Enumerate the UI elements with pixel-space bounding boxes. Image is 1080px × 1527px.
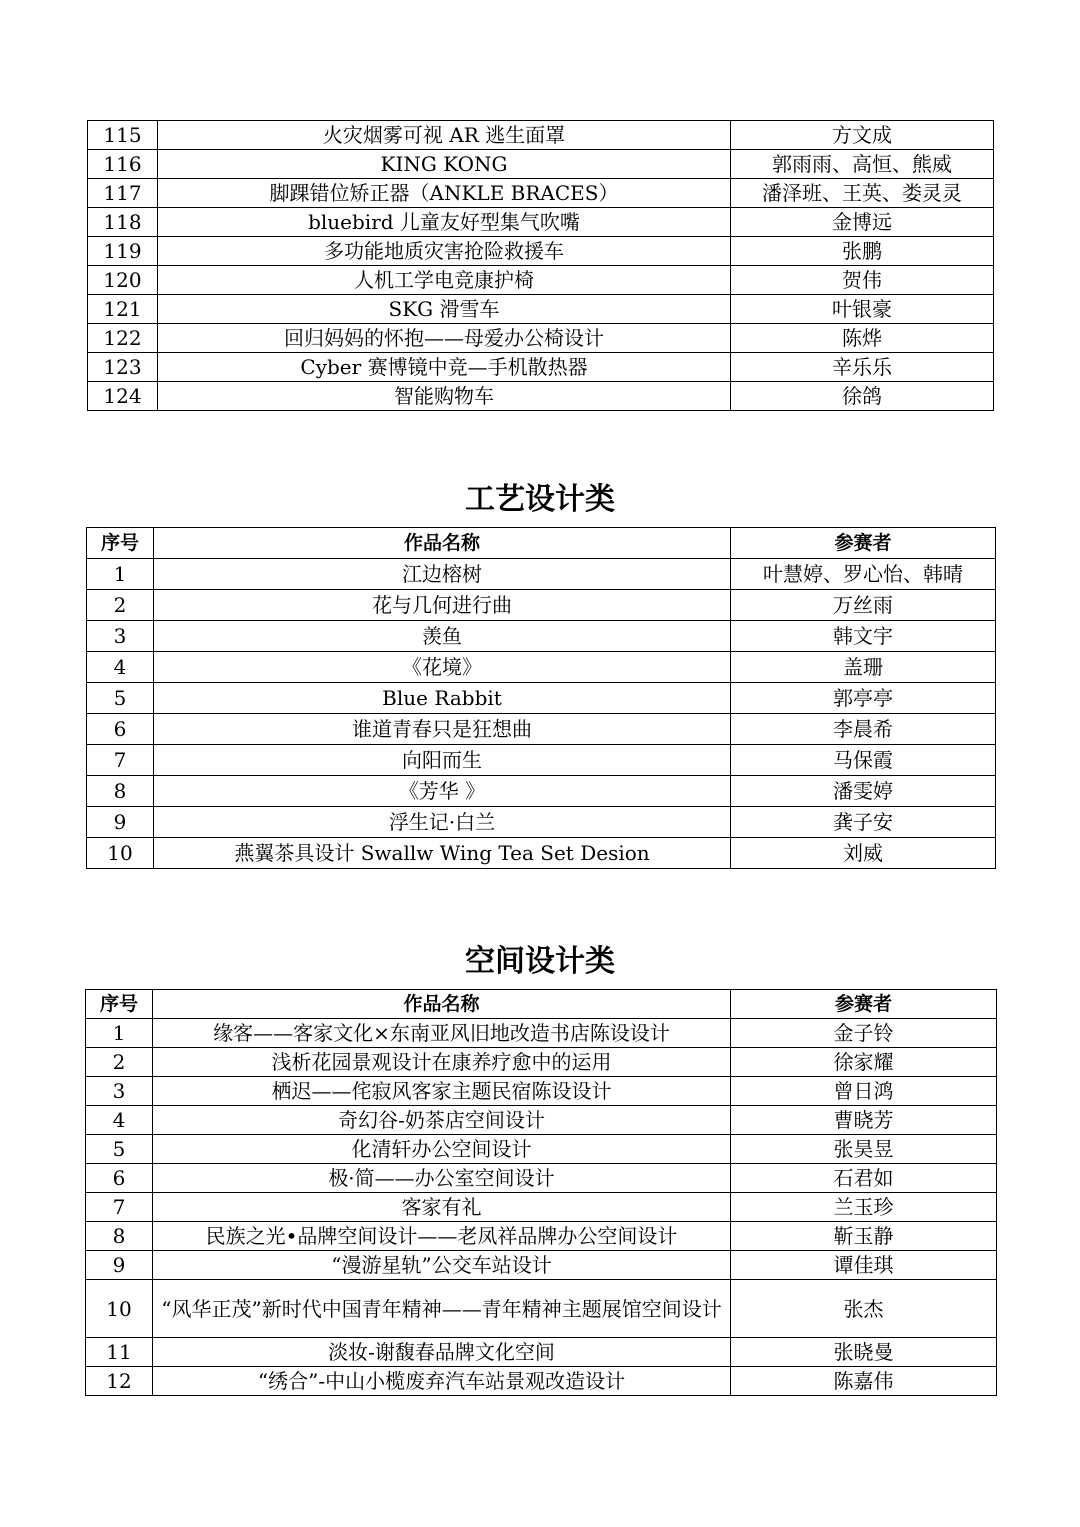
participants: 石君如 — [731, 1164, 997, 1193]
work-title: 人机工学电竞康护椅 — [158, 266, 731, 295]
participants: 陈烨 — [731, 324, 994, 353]
participants: 刘威 — [731, 838, 996, 869]
work-title: 浮生记·白兰 — [154, 807, 731, 838]
work-title: 向阳而生 — [154, 745, 731, 776]
row-number: 7 — [87, 745, 154, 776]
table-row — [88, 266, 994, 295]
participants: 徐鸽 — [731, 382, 994, 411]
table-row — [87, 714, 996, 745]
work-title: “绣合”-中山小榄废弃汽车站景观改造设计 — [153, 1367, 731, 1396]
table-row — [88, 353, 994, 382]
work-title: 化清轩办公空间设计 — [153, 1135, 731, 1164]
work-title: 羡鱼 — [154, 621, 731, 652]
work-title: Cyber 赛博镜中竞—手机散热器 — [158, 353, 731, 382]
row-number: 9 — [87, 807, 154, 838]
participants: 马保霞 — [731, 745, 996, 776]
row-number: 115 — [88, 121, 158, 150]
table-row — [88, 121, 994, 150]
space-design-table — [85, 989, 997, 1396]
work-title: KING KONG — [158, 150, 731, 179]
row-number: 6 — [86, 1164, 153, 1193]
table-row — [88, 382, 994, 411]
table-row — [87, 590, 996, 621]
table-row — [86, 1135, 997, 1164]
participants: 郭雨雨、高恒、熊威 — [731, 150, 994, 179]
participants: 靳玉静 — [731, 1222, 997, 1251]
table-row — [88, 324, 994, 353]
table-row — [86, 1048, 997, 1077]
row-number: 124 — [88, 382, 158, 411]
row-number: 1 — [86, 1019, 153, 1048]
row-number: 6 — [87, 714, 154, 745]
table-row — [87, 776, 996, 807]
row-number: 121 — [88, 295, 158, 324]
row-number: 5 — [87, 683, 154, 714]
work-title: 回归妈妈的怀抱——母爱办公椅设计 — [158, 324, 731, 353]
row-number: 8 — [87, 776, 154, 807]
table-row — [88, 150, 994, 179]
table-row — [86, 1193, 997, 1222]
participants: 张鹏 — [731, 237, 994, 266]
header-number: 序号 — [86, 990, 153, 1019]
work-title: “漫游星轨”公交车站设计 — [153, 1251, 731, 1280]
row-number: 3 — [86, 1077, 153, 1106]
work-title: SKG 滑雪车 — [158, 295, 731, 324]
table-row — [86, 1077, 997, 1106]
table-row — [86, 1338, 997, 1367]
participants: 潘雯婷 — [731, 776, 996, 807]
participants: 金子铃 — [731, 1019, 997, 1048]
section-title-craft-design: 工艺设计类 — [465, 482, 615, 517]
row-number: 2 — [86, 1048, 153, 1077]
table-row — [87, 621, 996, 652]
participants: 方文成 — [731, 121, 994, 150]
work-title: 《芳华 》 — [154, 776, 731, 807]
row-number: 11 — [86, 1338, 153, 1367]
table-row — [86, 1251, 997, 1280]
participants: 叶慧婷、罗心怡、韩晴 — [731, 559, 996, 590]
participants: 盖珊 — [731, 652, 996, 683]
table-row — [88, 208, 994, 237]
participants: 曾日鸿 — [731, 1077, 997, 1106]
participants: 张晓曼 — [731, 1338, 997, 1367]
craft-design-table — [86, 527, 996, 869]
participants: 曹晓芳 — [731, 1106, 997, 1135]
row-number: 5 — [86, 1135, 153, 1164]
work-title: 脚踝错位矫正器（ANKLE BRACES） — [158, 179, 731, 208]
row-number: 119 — [88, 237, 158, 266]
work-title: 民族之光•品牌空间设计——老凤祥品牌办公空间设计 — [153, 1222, 731, 1251]
work-title: 多功能地质灾害抢险救援车 — [158, 237, 731, 266]
work-title: 缘客——客家文化×东南亚风旧地改造书店陈设设计 — [153, 1019, 731, 1048]
work-title: 花与几何进行曲 — [154, 590, 731, 621]
participants: 韩文宇 — [731, 621, 996, 652]
table-row — [86, 1164, 997, 1193]
participants: 叶银豪 — [731, 295, 994, 324]
table-row — [86, 1367, 997, 1396]
work-title: bluebird 儿童友好型集气吹嘴 — [158, 208, 731, 237]
table-row — [86, 1106, 997, 1135]
table-row — [88, 237, 994, 266]
participants: 龚子安 — [731, 807, 996, 838]
row-number: 4 — [87, 652, 154, 683]
table-row — [86, 1280, 997, 1338]
row-number: 3 — [87, 621, 154, 652]
work-title: 谁道青春只是狂想曲 — [154, 714, 731, 745]
header-row — [87, 528, 996, 559]
work-title: 浅析花园景观设计在康养疗愈中的运用 — [153, 1048, 731, 1077]
work-title: 客家有礼 — [153, 1193, 731, 1222]
row-number: 12 — [86, 1367, 153, 1396]
table-row — [86, 1222, 997, 1251]
participants: 潘泽班、王英、娄灵灵 — [731, 179, 994, 208]
table-row — [87, 838, 996, 869]
row-number: 123 — [88, 353, 158, 382]
row-number: 118 — [88, 208, 158, 237]
table-row — [87, 745, 996, 776]
work-title: “风华正茂”新时代中国青年精神——青年精神主题展馆空间设计 — [153, 1280, 731, 1338]
work-title: 《花境》 — [154, 652, 731, 683]
section-title-space-design: 空间设计类 — [465, 944, 615, 979]
row-number: 8 — [86, 1222, 153, 1251]
participants: 张昊昱 — [731, 1135, 997, 1164]
row-number: 2 — [87, 590, 154, 621]
table-row — [87, 807, 996, 838]
work-title: 江边榕树 — [154, 559, 731, 590]
participants: 贺伟 — [731, 266, 994, 295]
table-row — [88, 295, 994, 324]
header-title: 作品名称 — [154, 528, 731, 559]
participants: 李晨希 — [731, 714, 996, 745]
participants: 陈嘉伟 — [731, 1367, 997, 1396]
header-title: 作品名称 — [153, 990, 731, 1019]
work-title: 燕翼茶具设计 Swallw Wing Tea Set Desion — [154, 838, 731, 869]
header-participants: 参赛者 — [731, 528, 996, 559]
table-row — [87, 652, 996, 683]
header-number: 序号 — [87, 528, 154, 559]
table-row — [88, 179, 994, 208]
row-number: 10 — [86, 1280, 153, 1338]
row-number: 7 — [86, 1193, 153, 1222]
participants: 张杰 — [731, 1280, 997, 1338]
work-title: 火灾烟雾可视 AR 逃生面罩 — [158, 121, 731, 150]
row-number: 122 — [88, 324, 158, 353]
row-number: 116 — [88, 150, 158, 179]
header-row — [86, 990, 997, 1019]
product-design-table-continued — [87, 120, 994, 411]
participants: 辛乐乐 — [731, 353, 994, 382]
row-number: 1 — [87, 559, 154, 590]
table-row — [86, 1019, 997, 1048]
work-title: Blue Rabbit — [154, 683, 731, 714]
row-number: 9 — [86, 1251, 153, 1280]
participants: 万丝雨 — [731, 590, 996, 621]
participants: 兰玉珍 — [731, 1193, 997, 1222]
work-title: 淡妆-谢馥春品牌文化空间 — [153, 1338, 731, 1367]
table-row — [87, 683, 996, 714]
participants: 金博远 — [731, 208, 994, 237]
participants: 徐家耀 — [731, 1048, 997, 1077]
work-title: 栖迟——侘寂风客家主题民宿陈设设计 — [153, 1077, 731, 1106]
table-row — [87, 559, 996, 590]
work-title: 智能购物车 — [158, 382, 731, 411]
row-number: 117 — [88, 179, 158, 208]
header-participants: 参赛者 — [731, 990, 997, 1019]
row-number: 4 — [86, 1106, 153, 1135]
participants: 谭佳琪 — [731, 1251, 997, 1280]
row-number: 120 — [88, 266, 158, 295]
participants: 郭亭亭 — [731, 683, 996, 714]
work-title: 极·简——办公室空间设计 — [153, 1164, 731, 1193]
work-title: 奇幻谷-奶茶店空间设计 — [153, 1106, 731, 1135]
row-number: 10 — [87, 838, 154, 869]
